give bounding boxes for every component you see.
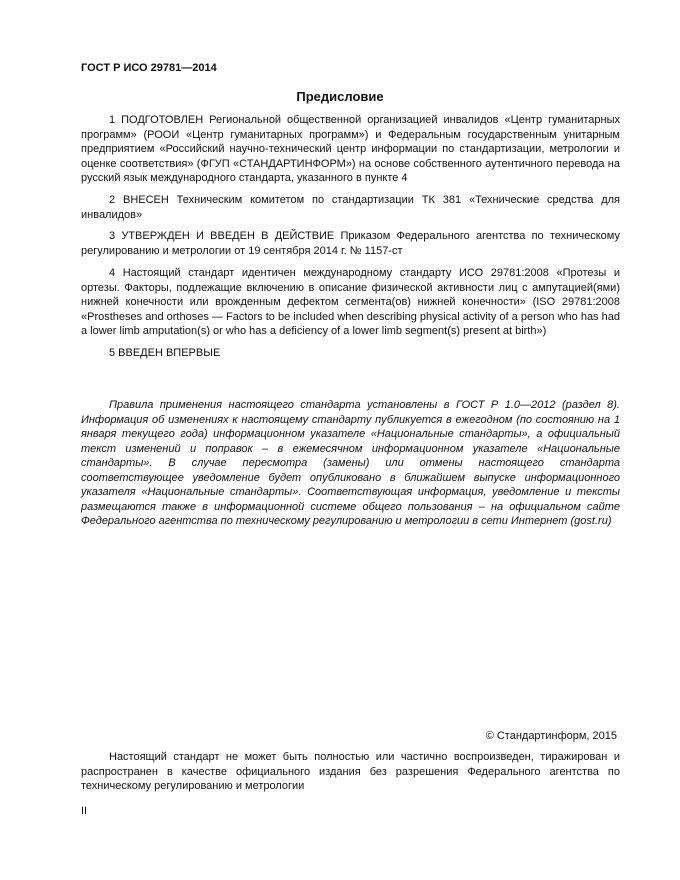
paragraph-identical: 4 Настоящий стандарт идентичен международному стандарту ИСО 29781:2008 «Протезы и ортезы. Факторы, подлежащие включению в описание физической активности лиц с ампутацией(ями) нижней конечности или врожденным дефектом сегмента(ов) нижней конечности» (ISO 29781:2008 «Prostheses and orthoses — Factors to be included when describing physical activity of a person who has had a lower limb amputation(s) or who has a deficiency of a lower limb segment(s) present at birth») bbox=[81, 267, 620, 337]
document-code: ГОСТ Р ИСО 29781—2014 bbox=[81, 62, 217, 74]
page-number: II bbox=[81, 805, 88, 817]
reproduction-notice: Настоящий стандарт не может быть полностью или частично воспроизведен, тиражирован и распространен в качестве официального издания без разрешения Федерального агентства по техническому регулированию и метрологии bbox=[81, 751, 620, 792]
paragraph-prepared: 1 ПОДГОТОВЛЕН Региональной общественной организацией инвалидов «Центр гуманитарных программ» (РООИ «Центр гуманитарных программ») и Федеральным государственным унитарным предприятием «Российский научно-технический центр информации по стандартизации, метрологии и оценке соответствия» (ФГУП «СТАНДАРТИНФОРМ») на основе собственного аутентичного перевода на русский язык международного стандарта, указанного в пункте 4 bbox=[81, 114, 620, 184]
paragraph-approved: 3 УТВЕРЖДЕН И ВВЕДЕН В ДЕЙСТВИЕ Приказом Федерального агентства по техническому регулированию и метрологии от 19 сентября 2014 г. № 1157-ст bbox=[81, 230, 620, 257]
paragraph-introduced: 2 ВНЕСЕН Техническим комитетом по стандартизации ТК 381 «Технические средства для инвалидов» bbox=[81, 194, 620, 221]
application-rules-notice: Правила применения настоящего стандарта установлены в ГОСТ Р 1.0—2012 (раздел 8). Информация об изменениях к настоящему стандарту публикуется в ежегодном (по состоянию на 1 января текущего года) информационном указателе «Национальные стандарты», а официальный текст изменений и поправок – в ежемесячном информационном указателе «Национальные стандарты». В случае пересмотра (замены) или отмены настоящего стандарта соответствующее уведомление будет опубликовано в ближайшем выпуске информационного указателя «Национальные стандарты». Соответствующая информация, уведомление и тексты размещаются также в информационной системе общего пользования – на официальном сайте Федерального агентства по техническому регулированию и метрологии в сети Интернет (gost.ru) bbox=[81, 399, 620, 527]
page-title: Предисловие bbox=[296, 89, 384, 104]
copyright-line: © Стандартинформ, 2015 bbox=[485, 730, 617, 742]
paragraph-first-introduced: 5 ВВЕДЕН ВПЕРВЫЕ bbox=[109, 347, 221, 359]
